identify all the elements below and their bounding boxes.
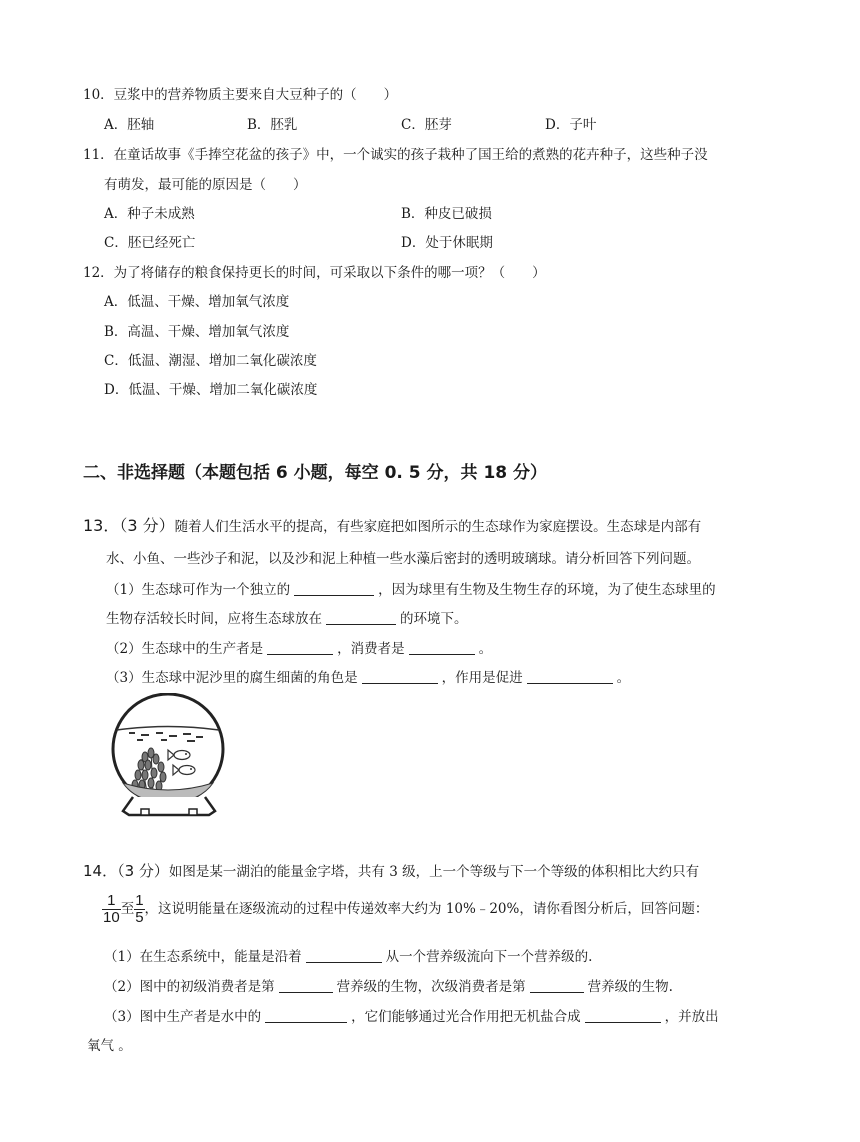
fraction-denominator: 5 — [135, 909, 144, 926]
q12-option-d: D．低温、干燥、增加二氧化碳浓度 — [104, 382, 318, 398]
answer-blank[interactable] — [585, 1008, 661, 1023]
q11-stem-line1: 11．在童话故事《手捧空花盆的孩子》中，一个诚实的孩子栽种了国王给的煮熟的花卉种子，这些种子没 — [83, 147, 708, 163]
q13-sub2-text-c: 。 — [478, 641, 493, 657]
q14-head: 14．（3 分） — [83, 862, 169, 880]
q11-option-a: A．种子未成熟 — [104, 206, 195, 222]
q14-sub3-text-a: （3）图中生产者是水中的 — [104, 1009, 262, 1025]
q13-sub2 — [106, 637, 492, 657]
answer-blank[interactable] — [306, 948, 382, 963]
section-title: 二、非选择题（本题包括 6 小题，每空 0. 5 分，共 18 分） — [83, 463, 548, 483]
q13-sub3 — [106, 666, 630, 686]
q12-option-b: B．高温、干燥、增加氧气浓度 — [104, 324, 290, 340]
q13-sub1-text-c: 生物存活较长时间，应将生态球放在 — [106, 611, 322, 627]
q13-head: 13．（3 分） — [83, 516, 175, 535]
q13-sub1-line2 — [106, 607, 468, 627]
q14-sub1 — [104, 945, 592, 965]
answer-blank[interactable] — [265, 1008, 347, 1023]
ecosphere-illustration — [101, 693, 237, 821]
q14-sub2-text-c: 营养级的生物. — [587, 979, 673, 995]
q13-stem-line1 — [83, 513, 701, 536]
fraction-one-tenth — [102, 893, 121, 926]
q14-sub3-line2: 氧气 。 — [87, 1038, 132, 1054]
answer-blank[interactable] — [279, 978, 333, 993]
q14-stem-line1 — [83, 860, 699, 881]
fraction-connector: 至 — [120, 901, 135, 917]
q11-option-c: C．胚已经死亡 — [104, 235, 196, 251]
q13-sub1-line1 — [106, 578, 716, 598]
fraction-numerator: 1 — [135, 892, 144, 909]
answer-blank[interactable] — [362, 669, 438, 684]
q11-stem-line2: 有萌发，最可能的原因是（ ） — [104, 177, 307, 193]
q14-sub1-text-b: 从一个营养级流向下一个营养级的. — [385, 949, 593, 965]
q10-option-a: A．胚轴 — [104, 117, 155, 133]
q13-sub1-text-d: 的环境下。 — [400, 611, 468, 627]
answer-blank[interactable] — [409, 640, 475, 655]
q13-stem-text: 随着人们生活水平的提高，有些家庭把如图所示的生态球作为家庭摆设。生态球是内部有 — [174, 519, 702, 535]
q14-stem-text-2: ，这说明能量在逐级流动的过程中传递效率大约为 10%﹣20%，请你看图分析后，回答问题： — [144, 901, 709, 917]
q13-sub3-text-c: 。 — [616, 670, 631, 686]
q14-sub3-text-c: ，并放出 — [664, 1009, 719, 1025]
q14-sub3 — [104, 1005, 719, 1025]
q13-sub1-text-a: （1）生态球可作为一个独立的 — [106, 582, 291, 598]
q11-option-d: D．处于休眠期 — [401, 235, 493, 251]
q10-option-c: C．胚芽 — [401, 117, 452, 133]
q11-option-b: B．种皮已破损 — [401, 206, 492, 222]
q14-sub2-text-b: 营养级的生物，次级消费者是第 — [336, 979, 526, 995]
q13-sub3-text-a: （3）生态球中泥沙里的腐生细菌的角色是 — [106, 670, 358, 686]
fraction-one-fifth — [134, 893, 144, 926]
q13-sub2-text-a: （2）生态球中的生产者是 — [106, 641, 264, 657]
fraction-numerator: 1 — [102, 893, 121, 910]
answer-blank[interactable] — [530, 978, 584, 993]
q12-option-a: A．低温、干燥、增加氧气浓度 — [104, 294, 290, 310]
q13-sub3-text-b: ，作用是促进 — [441, 670, 523, 686]
q10-option-b: B．胚乳 — [247, 117, 298, 133]
q12-option-c: C．低温、潮湿、增加二氧化碳浓度 — [104, 353, 317, 369]
answer-blank[interactable] — [326, 610, 396, 625]
q14-sub2 — [104, 975, 673, 995]
q14-sub3-text-b: ，它们能够通过光合作用把无机盐合成 — [351, 1009, 581, 1025]
q13-sub1-text-b: ，因为球里有生物及生物生存的环境，为了使生态球里的 — [378, 582, 716, 598]
q12-stem: 12．为了将储存的粮食保持更长的时间，可采取以下条件的哪一项？（ ） — [83, 265, 546, 281]
fraction-denominator: 10 — [103, 909, 120, 926]
q14-sub2-text-a: （2）图中的初级消费者是第 — [104, 979, 275, 995]
q14-stem-line2 — [102, 893, 708, 926]
q10-option-d: D．子叶 — [545, 117, 597, 133]
answer-blank[interactable] — [267, 640, 333, 655]
q13-sub2-text-b: ，消费者是 — [337, 641, 405, 657]
q14-sub1-text-a: （1）在生态系统中，能量是沿着 — [104, 949, 302, 965]
answer-blank[interactable] — [294, 581, 374, 596]
q13-stem-line2: 水、小鱼、一些沙子和泥，以及沙和泥上种植一些水藻后密封的透明玻璃球。请分析回答下列问题。 — [106, 551, 700, 567]
answer-blank[interactable] — [527, 669, 613, 684]
q10-stem: 10．豆浆中的营养物质主要来自大豆种子的（ ） — [83, 87, 398, 103]
q14-stem-text: 如图是某一湖泊的能量金字塔，共有 3 级，上一个等级与下一个等级的体积相比大约只有 — [168, 864, 700, 880]
